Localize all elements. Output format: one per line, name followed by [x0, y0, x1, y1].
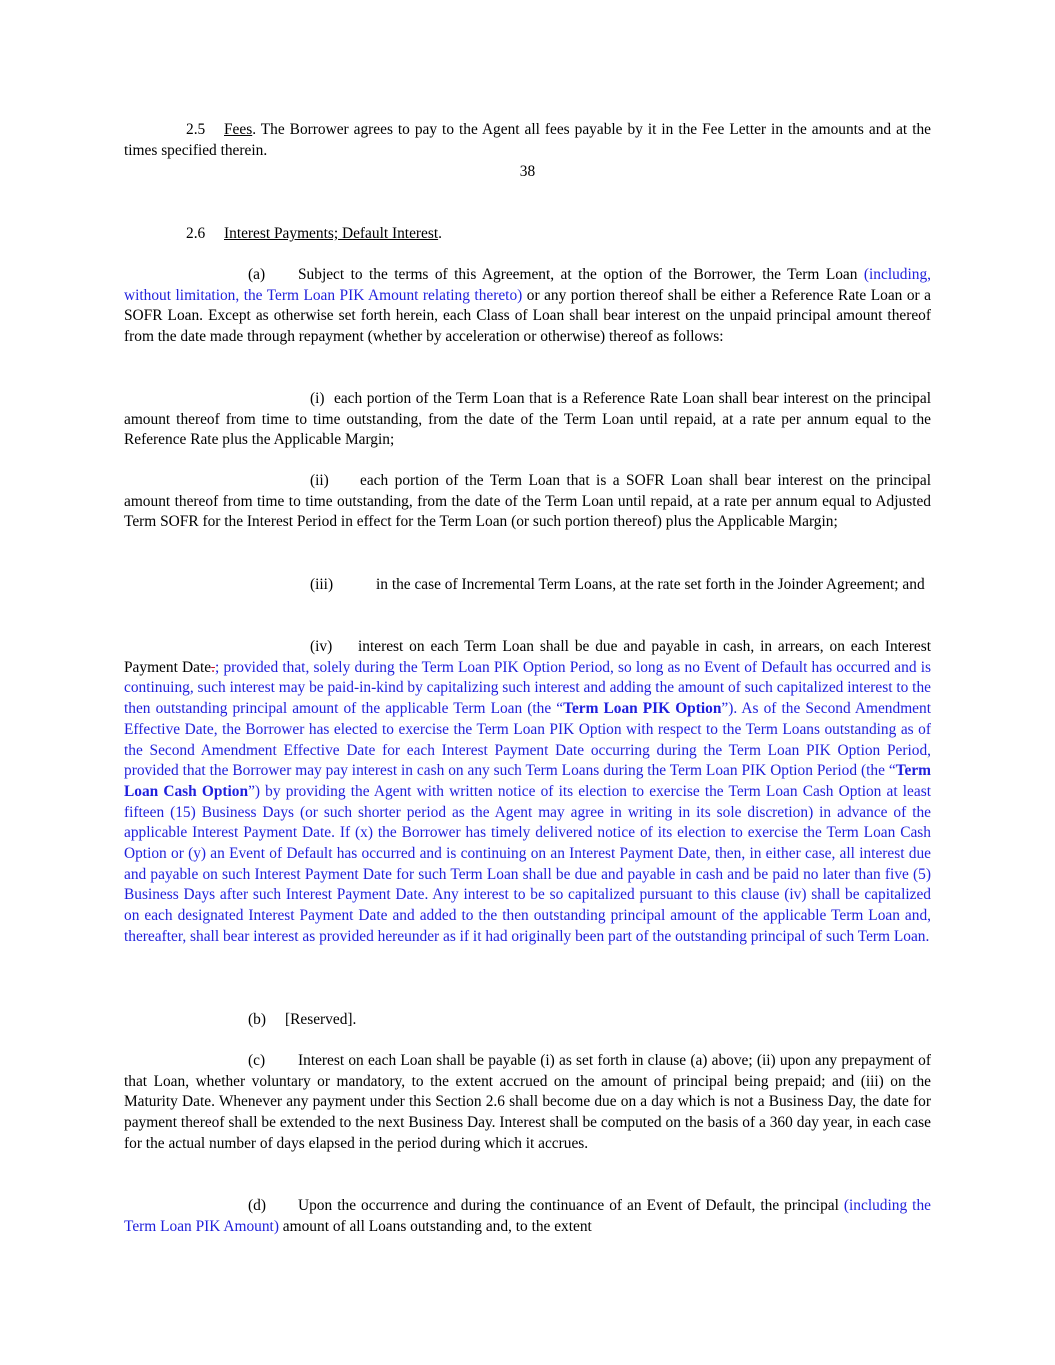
clause-text: [Reserved].	[285, 1011, 357, 1028]
clause-label: (iii)	[310, 576, 334, 593]
page-number: 38	[519, 163, 536, 180]
clause-text: each portion of the Term Loan that is a Reference Rate Loan shall bear interest on the principal amount thereof from time to time outstanding, from the date of the Term Loan until repaid, at a rate per annum equal to the Reference Rate plus the Applicable Margin;	[124, 390, 931, 449]
section-title-end: .	[438, 225, 442, 242]
section-text: . The Borrower agrees to pay to the Agent all fees payable by it in the Fee Letter in the amounts and at the times specified therein.	[124, 121, 931, 159]
defined-term: Term Loan Cash Option	[124, 762, 931, 800]
clause-label: (i)	[310, 390, 325, 407]
clause-b	[124, 1010, 931, 1031]
clause-d	[124, 1196, 931, 1237]
section-2-5-paragraph	[124, 120, 931, 161]
clause-label: (d)	[248, 1197, 266, 1214]
clause-label: (ii)	[310, 472, 329, 489]
section-number: 2.5	[186, 121, 206, 138]
clause-text: each portion of the Term Loan that is a SOFR Loan shall bear interest on the principal amount thereof from time to time outstanding, from the date of the Term Loan until repaid, at a rate per annum equal to Adjusted Term SOFR for the Interest Period in effect for the Term Loan (or such portion thereof) plus the Applicable Margin;	[124, 472, 931, 531]
inserted-text: ”). As of the Second Amendment Effective Date, the Borrower has elected to exercise the Term Loan PIK Option with respect to the Term Loans outstanding as of the Second Amendment Effective Date for each Interest Payment Date occurring during the Term Loan PIK Option Period, provided that the Borrower may pay interest in cash on any such Term Loans during the Term Loan PIK Option Period (the “	[124, 700, 931, 780]
clause-a	[124, 265, 931, 348]
clause-label: (iv)	[310, 638, 333, 655]
clause-text: amount of all Loans outstanding and, to the extent	[278, 1217, 592, 1235]
clause-text: Subject to the terms of this Agreement, at the option of the Borrower, the Term Loan	[298, 266, 864, 283]
section-title: Fees	[224, 121, 253, 138]
inserted-text: ”) by providing the Agent with written notice of its election to exercise the Term Loan Cash Option at least fifteen (15) Business Days (or such shorter period as the Agent may agree in writing in its sole discretion) in advance of the applicable Interest Payment Date. If (x) the Borrower has timely delivered notice of its election to exercise the Term Loan Cash Option or (y) an Event of Default has occurred and is continuing on an Interest Payment Date, then, in either case, all interest due and payable on such Interest Payment Date for such Term Loan shall be due and payable in cash and be paid no later than five (5) Business Days after such Interest Payment Date. Any interest to be so capitalized pursuant to this clause (iv) shall be capitalized on each designated Interest Payment Date and added to the then outstanding principal amount of the applicable Term Loan and, thereafter, shall bear interest as provided hereunder as if it had originally been part of the outstanding principal of such Term Loan.	[124, 782, 931, 945]
clause-iv	[124, 637, 931, 948]
defined-term: Term Loan PIK Option	[563, 700, 722, 718]
section-2-6-heading	[124, 224, 442, 245]
inserted-text: (including the Term Loan PIK Amount)	[124, 1197, 931, 1235]
clause-ii	[124, 471, 931, 533]
clause-text: interest on each Term Loan shall be due and payable in cash, in arrears, on each Interest Payment Date	[124, 638, 931, 676]
clause-text: Upon the occurrence and during the continuance of an Event of Default, the principal	[298, 1197, 844, 1214]
clause-c	[124, 1051, 931, 1155]
clause-iii	[124, 575, 931, 596]
deleted-text: .	[211, 658, 215, 676]
clause-label: (c)	[248, 1052, 266, 1069]
clause-i	[124, 389, 931, 451]
clause-text: Interest on each Loan shall be payable (i) as set forth in clause (a) above; (ii) upon any prepayment of that Loan, whether voluntary or mandatory, to the extent accrued on the amount of principal being prepaid; and (iii) on the Maturity Date. Whenever any payment under this Section 2.6 shall become due on a day which is not a Business Day, the date for payment thereof shall be extended to the next Business Day. Interest shall be computed on the basis of a 360 day year, in each case for the actual number of days elapsed in the period during which it accrues.	[124, 1052, 931, 1152]
inserted-text: (including, without limitation, the Term Loan PIK Amount relating thereto)	[124, 266, 931, 304]
clause-text: in the case of Incremental Term Loans, at the rate set forth in the Joinder Agreement; and	[376, 576, 925, 593]
inserted-text: ; provided that, solely during the Term Loan PIK Option Period, so long as no Event of Default has occurred and is continuing, such interest may be paid-in-kind by capitalizing such interest and adding the amount of such capitalized interest to the then outstanding principal amount of the applicable Term Loan (the “	[124, 658, 931, 718]
clause-label: (b)	[248, 1011, 266, 1028]
section-number: 2.6	[186, 225, 206, 242]
section-title: Interest Payments; Default Interest	[224, 225, 439, 242]
clause-label: (a)	[248, 266, 266, 283]
clause-text: or any portion thereof shall be either a Reference Rate Loan or a SOFR Loan. Except as otherwise set forth herein, each Class of Loan shall bear interest on the unpaid principal amount thereof from the date made through repayment (whether by acceleration or otherwise) thereof as follows:	[124, 286, 931, 346]
